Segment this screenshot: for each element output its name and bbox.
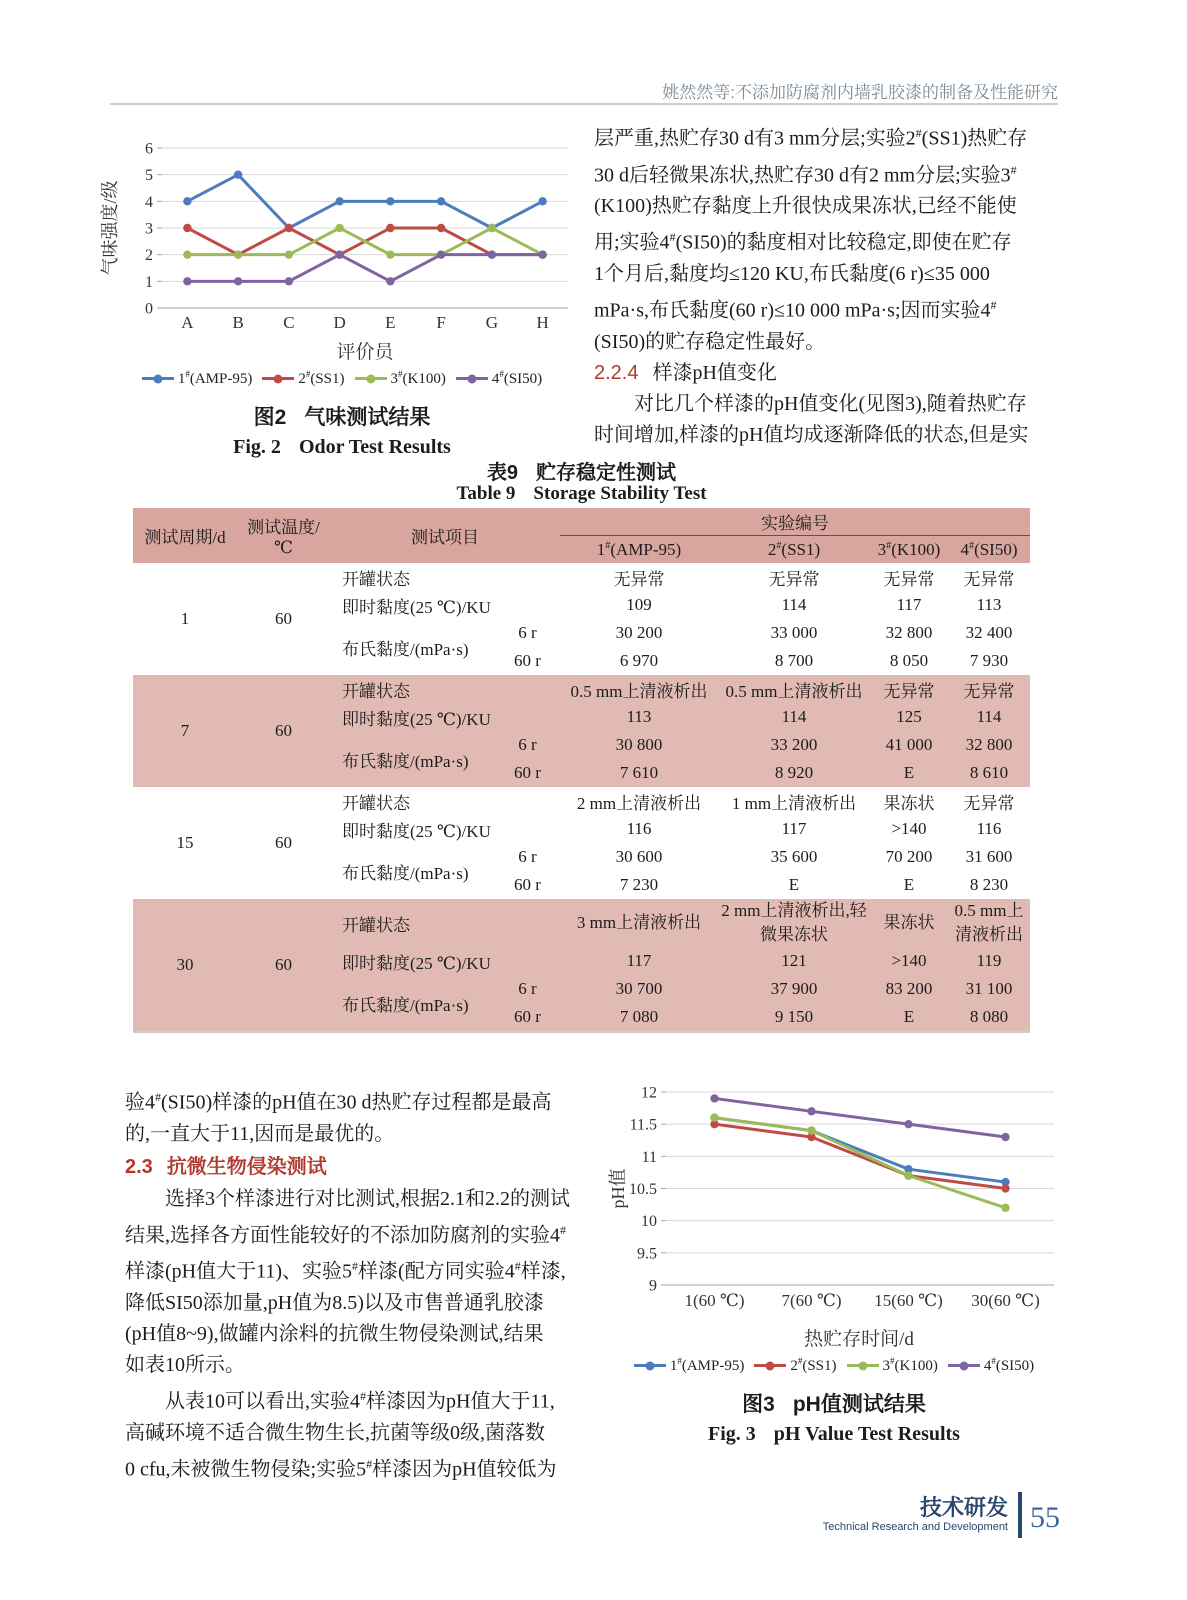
ph-test-chart [608,1075,1060,1315]
table-cell: 116 [976,819,1002,838]
table-cell: 8 050 [889,651,929,670]
svg-text:E: E [385,313,396,332]
svg-text:10.5: 10.5 [629,1181,657,1198]
table-cell: 8 080 [948,1003,1030,1032]
svg-text:0: 0 [145,300,153,318]
table-cell: 果冻状 [870,899,948,947]
svg-text:11: 11 [641,1148,657,1166]
table-cell: 布氏黏度/(mPa·s) [342,639,469,659]
table-body [133,563,1030,1032]
legend-item [754,1356,836,1375]
section-heading-2-3: 2.3 抗微生物侵染测试 [125,1155,327,1178]
table-cell: 开罐状态 [342,569,410,589]
table-cell: 114 [718,703,870,731]
table-cell: 60 r [514,875,541,894]
table-cell: 113 [976,595,1002,614]
table-cell: 35 600 [770,847,818,866]
table-cell: 无异常 [963,793,1015,813]
svg-text:15(60 ℃): 15(60 ℃) [874,1291,943,1310]
table-cell: 7 610 [560,759,718,787]
table-cell: 30 200 [615,623,663,642]
svg-text:pH值: pH值 [608,1168,628,1209]
svg-text:30(60 ℃): 30(60 ℃) [971,1291,1040,1310]
legend-label: 3#(K100) [390,369,446,387]
legend-marker [634,1364,666,1367]
svg-text:G: G [485,313,499,332]
odor-test-chart [98,132,586,332]
table-cell: 60 [237,899,330,1032]
table-cell: 即时黏度(25 ℃)/KU [330,703,560,731]
text-line: 样漆(pH值大于11)、实验5#样漆(配方同实验4#样漆, [125,1259,566,1283]
table-cell: 60 [275,833,292,852]
text-line: 层严重,热贮存30 d有3 mm分层;实验2#(SS1)热贮存 [594,126,1028,150]
table-cell: 布氏黏度/(mPa·s) [330,731,495,787]
legend-label: 2#(SS1) [298,369,345,387]
table-cell: 33 000 [770,623,818,642]
table-cell: 60 [237,675,330,787]
table-cell: 1 mm上清液析出 [731,793,857,813]
table9-caption-en: Table 9 Storage Stability Test [456,483,707,504]
table-cell: 2 mm上清液析出,轻微果冻状 [718,899,870,947]
paragraph [125,1082,590,1150]
table-row [133,563,1030,591]
table-row [133,787,1030,815]
table-cell: 6 r [518,847,537,866]
table-cell: 无异常 [768,569,820,589]
svg-text:6: 6 [145,140,153,158]
fig3-caption-cn: 图3 pH值测试结果 [742,1393,926,1416]
legend-marker-dot [467,374,476,383]
svg-text:5: 5 [145,167,153,185]
table-cell: E [903,875,915,894]
paragraph [125,1381,590,1485]
table-header-cell: 4#(SI50) [948,536,1030,564]
table-cell: 无异常 [883,569,935,589]
running-head: 姚然然等:不添加防腐剂内墙乳胶漆的制备及性能研究 [662,83,1058,102]
table-cell: 开罐状态 [330,675,560,703]
table-cell: 开罐状态 [342,793,410,813]
table-cell: 117 [560,947,718,975]
svg-text:4: 4 [145,193,153,211]
table-cell: 32 400 [965,623,1013,642]
text-line: 的,一直大于11,因而是最优的。 [125,1122,395,1145]
text-line: 时间增加,样漆的pH值均成逐渐降低的状态,但是实 [594,423,1029,446]
table-cell: 119 [948,947,1030,975]
legend-marker [355,377,387,380]
table-cell: 无异常 [870,675,948,703]
legend-marker-dot [858,1361,867,1370]
paragraph [594,389,1060,451]
svg-text:气味强度/级: 气味强度/级 [100,180,120,276]
text-line: 30 d后轻微果冻状,热贮存30 d有2 mm分层;实验3# [594,162,1017,187]
table-cell: 6 r [518,623,537,642]
figure-2 [98,132,586,459]
svg-text:1: 1 [145,273,153,291]
table-cell: 7 930 [969,651,1009,670]
table-cell: 9 150 [718,1003,870,1032]
fig2-caption-cn: 图2 气味测试结果 [253,406,431,429]
legend-item [847,1356,938,1375]
legend-label: 1#(AMP-95) [669,1356,745,1374]
legend-item [456,369,542,388]
svg-text:11.5: 11.5 [629,1116,657,1134]
text-line: (K100)热贮存黏度上升很快成果冻状,已经不能使 [594,195,1017,218]
svg-text:B: B [232,313,244,332]
svg-text:10: 10 [641,1213,657,1231]
legend-label: 1#(AMP-95) [177,369,253,387]
table-header-cell: 测试项目 [330,508,560,563]
table-cell: 30 700 [560,975,718,1003]
legend-marker-dot [153,374,162,383]
table-cell: 30 600 [615,847,663,866]
table-cell: 6 r [495,975,560,1003]
legend-marker-dot [959,1361,968,1370]
fig2-legend [98,369,586,388]
text-line: 从表10可以看出,实验4#样漆因为pH值大于11, [125,1388,555,1413]
legend-label: 3#(K100) [882,1356,938,1374]
page-footer [820,1492,1060,1538]
svg-text:12: 12 [641,1084,657,1102]
svg-text:3: 3 [145,220,153,238]
table-cell: 15 [176,833,194,852]
table-cell: 开罐状态 [330,899,560,947]
table-cell: 117 [781,819,807,838]
table-cell: 30 800 [560,731,718,759]
footer-divider-bar [1018,1492,1022,1538]
legend-item [948,1356,1034,1375]
fig3-caption-en: Fig. 3 pH Value Test Results [708,1423,960,1445]
table-cell: 布氏黏度/(mPa·s) [330,975,495,1032]
table-cell: 60 [275,609,292,628]
footer-section-labels [820,1496,1008,1534]
legend-marker [262,377,294,380]
table-cell: 6 970 [619,651,659,670]
table-header-cell: 测试温度/℃ [237,508,330,563]
table-cell: 60 r [495,1003,560,1032]
legend-label: 4#(SI50) [983,1356,1035,1374]
section-heading-2-2-4: 2.2.4 样漆pH值变化 [594,361,777,384]
table-cell: 30 [133,899,237,1032]
storage-stability-table [133,508,1030,1033]
legend-marker-dot [274,374,283,383]
table-cell: 8 700 [774,651,814,670]
table-cell: 7 080 [560,1003,718,1032]
table-cell: 即时黏度(25 ℃)/KU [342,821,491,841]
fig2-caption-en: Fig. 2 Odor Test Results [233,436,451,458]
column-left-bottom [125,1082,590,1485]
table-cell: 70 200 [885,847,933,866]
table-row [133,675,1030,703]
table-cell: 无异常 [613,569,665,589]
svg-text:2: 2 [145,247,153,265]
header-divider [110,103,1058,105]
table-cell: 即时黏度(25 ℃)/KU [330,947,560,975]
legend-marker [948,1364,980,1367]
table-cell: 41 000 [870,731,948,759]
legend-marker [847,1364,879,1367]
table-cell: 114 [948,703,1030,731]
fig2-x-axis-label: 评价员 [336,342,394,363]
svg-text:7(60 ℃): 7(60 ℃) [781,1291,842,1310]
text-line: 0 cfu,未被微生物侵染;实验5#样漆因为pH值较低为 [125,1456,557,1481]
table-cell: 果冻状 [883,793,935,813]
table-cell: 60 r [495,759,560,787]
table-header-cell: 1#(AMP-95) [560,536,718,564]
legend-item [355,369,446,388]
column-right-top [594,118,1060,451]
text-line: 1个月后,黏度均≤120 KU,布氏黏度(6 r)≤35 000 [594,262,990,285]
table-cell: 2 mm上清液析出 [576,793,702,813]
table-header-cell: 3#(K100) [870,536,948,564]
table-header-cell: 2#(SS1) [718,536,870,564]
table-cell: 0.5 mm上清液析出 [560,675,718,703]
text-line: 降低SI50添加量,pH值为8.5)以及市售普通乳胶漆 [125,1291,544,1314]
legend-marker-dot [766,1361,775,1370]
legend-marker [142,377,174,380]
text-line: 结果,选择各方面性能较好的不添加防腐剂的实验4# [125,1222,566,1247]
svg-text:C: C [283,313,295,332]
table-cell: 32 800 [885,623,933,642]
legend-marker-dot [645,1361,654,1370]
text-line: mPa·s,布氏黏度(60 r)≤10 000 mPa·s;因而实验4# [594,297,997,322]
table-cell: 8 920 [718,759,870,787]
table-cell: 7 230 [619,875,659,894]
table-cell: 6 r [495,731,560,759]
legend-item [262,369,344,388]
legend-marker [754,1364,786,1367]
legend-label: 4#(SI50) [491,369,543,387]
table-header-cell: 实验编号 [560,508,1030,536]
table-cell: 无异常 [948,675,1030,703]
svg-text:9.5: 9.5 [637,1245,657,1263]
table-cell: 布氏黏度/(mPa·s) [342,863,469,883]
table-cell: 32 800 [948,731,1030,759]
text-line: 选择3个样漆进行对比测试,根据2.1和2.2的测试 [125,1187,570,1210]
page-number: 55 [1030,1501,1060,1534]
table-cell: 117 [896,595,922,614]
table-cell: 即时黏度(25 ℃)/KU [342,597,491,617]
table-cell: 0.5 mm上清液析出 [718,675,870,703]
text-line: 验4#(SI50)样漆的pH值在30 d热贮存过程都是最高 [125,1090,552,1114]
legend-item [142,369,253,388]
text-line: (SI50)的贮存稳定性最好。 [594,330,826,353]
footer-section-en: Technical Research and Development [822,1521,1008,1533]
fig3-legend [608,1356,1060,1375]
table-cell: 无异常 [963,569,1015,589]
table-cell: E [870,759,948,787]
table-row [133,899,1030,947]
table-cell: 31 100 [948,975,1030,1003]
table-cell: 83 200 [870,975,948,1003]
table-cell: 33 200 [718,731,870,759]
legend-label: 2#(SS1) [790,1356,837,1374]
table-cell: >140 [870,947,948,975]
table-cell: 3 mm上清液析出 [560,899,718,947]
table-cell: 60 r [514,651,541,670]
svg-text:D: D [333,313,346,332]
table-cell: 1 [180,609,190,628]
table-cell: 125 [870,703,948,731]
table-cell: 7 [133,675,237,787]
table-cell: E [870,1003,948,1032]
table-cell: 37 900 [718,975,870,1003]
paragraph [594,118,1060,358]
fig3-x-axis-label: 热贮存时间/d [804,1329,914,1350]
figure-3 [608,1075,1060,1446]
table-cell: 114 [781,595,807,614]
table-cell: E [788,875,800,894]
svg-text:A: A [181,313,194,332]
table-cell: 8 610 [948,759,1030,787]
svg-text:F: F [436,313,446,332]
table-cell: 116 [626,819,652,838]
text-line: 对比几个样漆的pH值变化(见图3),随着热贮存 [594,392,1027,415]
table-cell: 31 600 [965,847,1013,866]
svg-text:H: H [536,313,549,332]
legend-marker-dot [366,374,375,383]
table-cell: >140 [891,819,927,838]
table-cell: 0.5 mm上清液析出 [948,899,1030,947]
table-header-cell: 测试周期/d [133,508,237,563]
table-header [133,508,1030,563]
paragraph [125,1184,590,1381]
svg-text:9: 9 [649,1277,657,1295]
table-cell: 121 [718,947,870,975]
legend-marker [456,377,488,380]
text-line: (pH值8~9),做罐内涂料的抗微生物侵染测试,结果 [125,1322,544,1345]
text-line: 用;实验4#(SI50)的黏度相对比较稳定,即使在贮存 [594,230,1012,254]
table-cell: 113 [560,703,718,731]
svg-text:1(60 ℃): 1(60 ℃) [684,1291,745,1310]
table-cell: 8 230 [969,875,1009,894]
table9-caption-cn: 表9 贮存稳定性测试 [486,462,677,484]
table-cell: 109 [626,595,652,614]
legend-item [634,1356,745,1375]
text-line: 高碱环境不适合微生物生长,抗菌等级0级,菌落数 [125,1421,545,1444]
text-line: 如表10所示。 [125,1353,245,1376]
footer-section-cn: 技术研发 [919,1495,1008,1520]
